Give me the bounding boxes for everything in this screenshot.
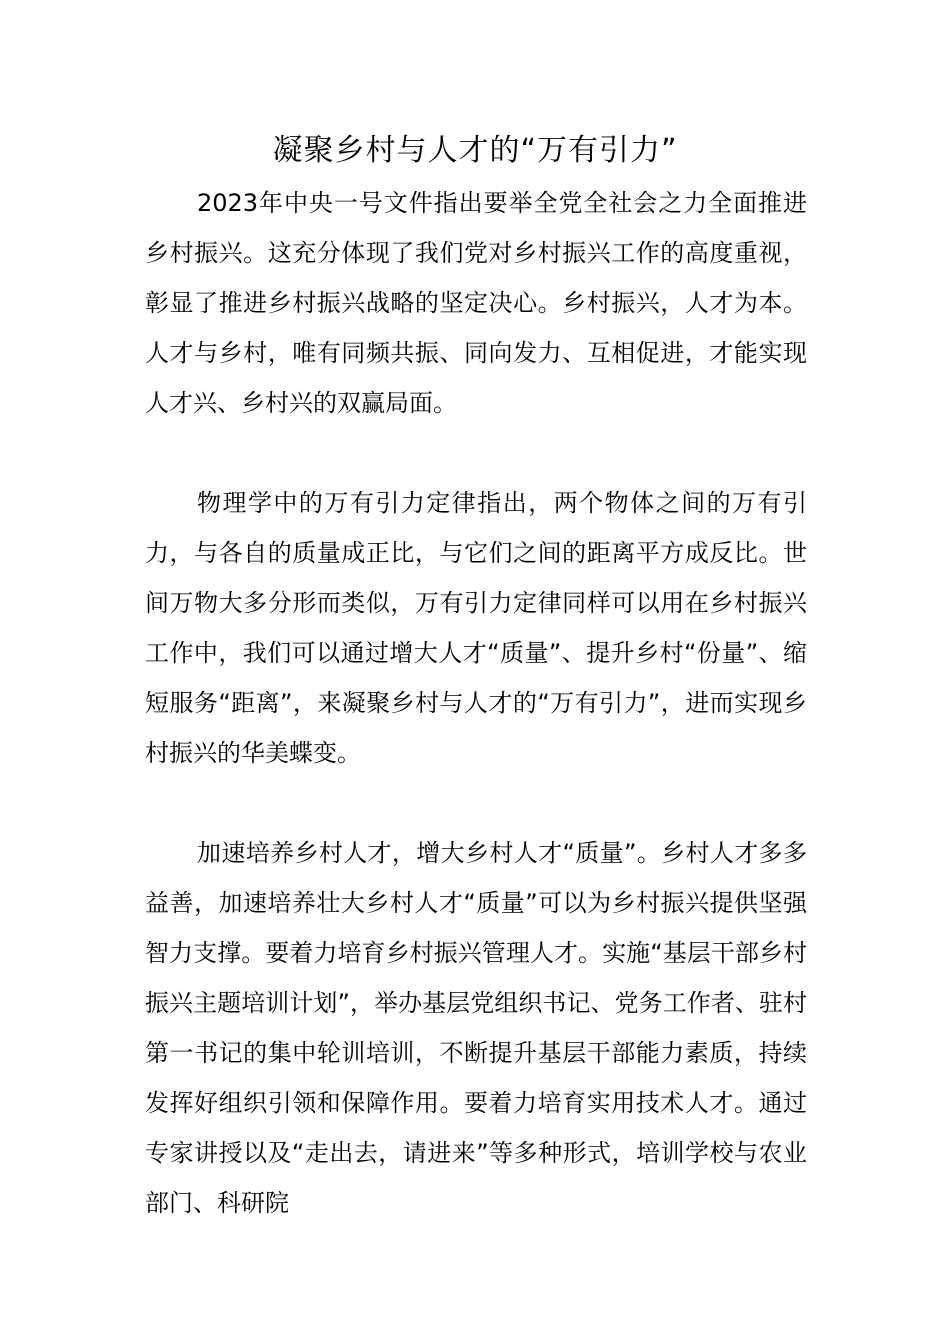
paragraph-gravitation-law: 物理学中的万有引力定律指出，两个物体之间的万有引力，与各自的质量成正比，与它们之间的距离平方成反比。世间万物大多分形而类似，万有引力定律同样可以用在乡村振兴工作中，我们可以通过增大人才“质量”、提升乡村“份量”、缩短服务“距离”，来凝聚乡村与人才的“万有引力”，进而实现乡村振兴的华美蝶变。 [145,489,807,767]
document-body [145,178,807,1228]
paragraph-talent-training: 加速培养乡村人才，增大乡村人才“质量”。乡村人才多多益善，加速培养壮大乡村人才“质量”可以为乡村振兴提供坚强智力支撑。要着力培育乡村振兴管理人才。实施“基层干部乡村振兴主题培训计划”，举办基层党组织书记、党务工作者、驻村第一书记的集中轮训培训，不断提升基层干部能力素质，持续发挥好组织引领和保障作用。要着力培育实用技术人才。通过专家讲授以及“走出去，请进来”等多种形式，培训学校与农业部门、科研院 [145,839,807,1217]
paragraph-intro: 2023年中央一号文件指出要举全党全社会之力全面推进乡村振兴。这充分体现了我们党对乡村振兴工作的高度重视，彰显了推进乡村振兴战略的坚定决心。乡村振兴，人才为本。人才与乡村，唯有同频共振、同向发力、互相促进，才能实现人才兴、乡村兴的双赢局面。 [145,189,807,417]
document-title: 凝聚乡村与人才的“万有引力” [272,133,678,168]
